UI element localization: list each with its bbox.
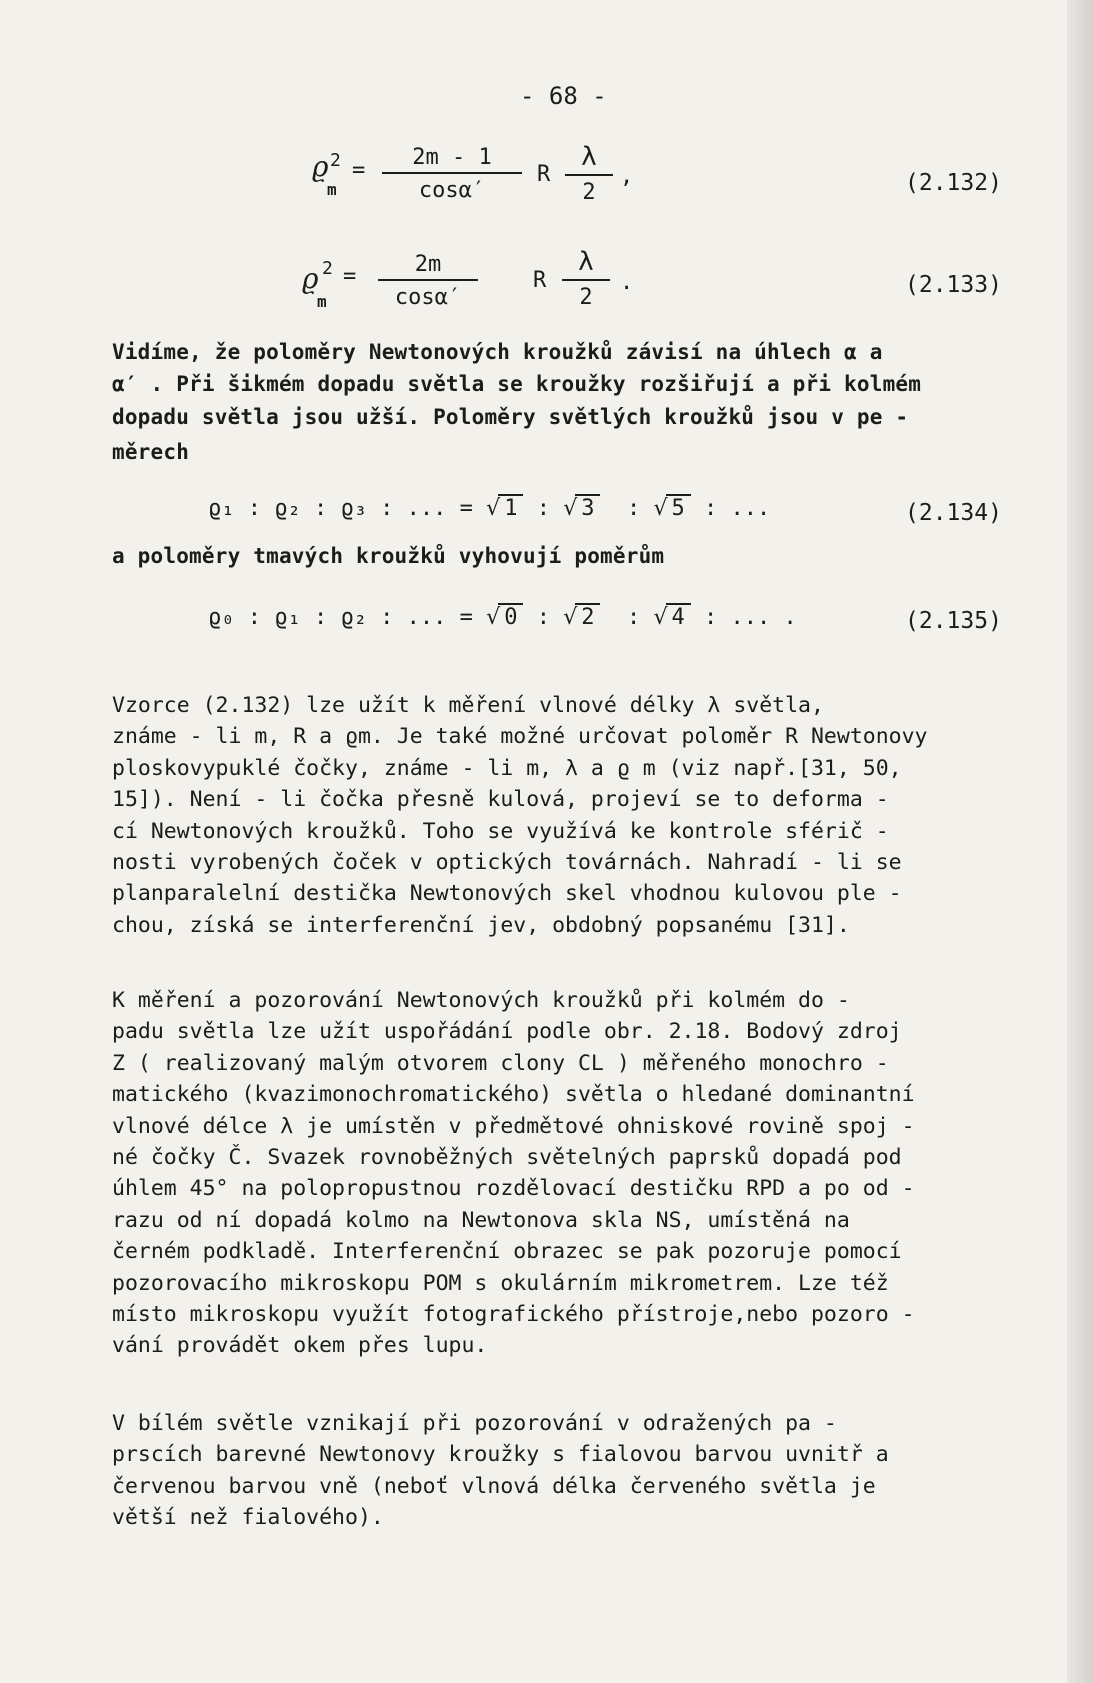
eq3-colon: : [536,496,550,521]
sqrt-icon: √ [653,496,668,521]
text2-line: a poloměry tmavých kroužků vyhovují poměrům [112,544,665,568]
paragraph-line: známe - li m, R a ϱm. Je také možné určovat poloměr R Newtonovy [112,724,928,750]
eq2-fraction-lambda [562,247,610,310]
paragraph-line: místo mikroskopu využít fotografického přístroje,nebo pozoro - [112,1302,915,1328]
eq1-number: (2.132) [905,170,1002,196]
text1-line: dopadu světla jsou užší. Poloměry světlých kroužků jsou v pe - [112,405,909,429]
eq2-denominator: cosα′ [394,285,462,310]
eq1-sub: m [327,180,337,199]
equation-2-135 [208,603,797,630]
eq2-rho: ϱ [302,262,319,295]
eq4-root-3: 4 [666,603,691,630]
eq4-tail: : ... . [704,605,797,630]
paragraph-line: padu světla lze užít uspořádání podle obr. 2.18. Bodový zdroj [112,1019,902,1045]
eq2-period: . [620,270,634,295]
paragraph-line: cí Newtonových kroužků. Toho se využívá ke kontrole sférič - [112,818,889,844]
paragraph-3 [112,1408,1032,1534]
eq2-r: R [533,268,547,293]
paragraph-1 [112,690,1032,941]
eq1-fraction-lambda [565,142,613,205]
paragraph-line: V bílém světle vznikají při pozorování v odražených pa - [112,1411,837,1436]
eq2-sub: m [317,292,327,311]
eq4-number: (2.135) [905,608,1002,634]
eq4-colon: : [536,605,550,630]
paragraph-line: né čočky Č. Svazek rovnoběžných světelných paprsků dopadá pod [112,1145,902,1171]
paragraph-line: razu od ní dopadá kolmo na Newtonova skla NS, umístěná na [112,1207,850,1233]
eq1-lambda: λ [565,142,613,176]
eq4-root-2: 2 [575,603,600,630]
paragraph-line: ploskovypuklé čočky, známe - li m, λ a ϱ m (viz např.[31, 50, [112,755,902,781]
paragraph-line: vání provádět okem přes lupu. [112,1333,488,1359]
page-number: - 68 - [520,82,607,110]
paragraph-line: Vzorce (2.132) lze užít k měření vlnové délky λ světla, [112,693,824,718]
sqrt-icon: √ [486,605,501,630]
paragraph-line: prscích barevné Newtonovy kroužky s fialovou barvou uvnitř a [112,1442,889,1468]
paragraph-line: větší než fialového). [112,1505,384,1531]
paragraph-line: nosti vyrobených čoček v optických továrnách. Nahradí - li se [112,850,902,876]
equation-2-134 [208,494,770,521]
eq1-equals: = [352,158,366,183]
eq2-two: 2 [579,285,593,310]
eq3-root-2: 3 [575,494,600,521]
paragraph-line: matického (kvazimonochromatického) světla o hledané dominantní [112,1082,915,1108]
eq3-root-3: 5 [666,494,691,521]
paragraph-line: chou, získá se interferenční jev, obdobný popsanému [31]. [112,912,850,938]
eq2-sup: 2 [322,258,333,279]
paragraph-line: 15]). Není - li čočka přesně kulová, projeví se to deforma - [112,787,889,813]
eq4-root-1: 0 [498,603,523,630]
paragraph-line: vlnové délce λ je umístěn v předmětové ohniskové rovině spoj - [112,1113,915,1139]
text1-line: měrech [112,440,190,464]
sqrt-icon: √ [486,496,501,521]
eq1-r: R [537,162,551,187]
eq3-root-1: 1 [498,494,523,521]
page-edge-shadow [1067,0,1093,1683]
paragraph-line: Z ( realizovaný malým otvorem clony CL ) měřeného monochro - [112,1050,889,1076]
eq2-fraction [378,252,478,310]
text1-line: Vidíme, že poloměry Newtonových kroužků závisí na úhlech α a [112,340,883,364]
eq4-colon: : [613,605,641,630]
eq2-lambda: λ [562,247,610,281]
paragraph-line: planparalelní destička Newtonových skel vhodnou kulovou ple - [112,881,902,907]
eq1-numerator: 2m - 1 [382,145,522,174]
eq1-rho: ϱ [312,150,329,183]
sqrt-icon: √ [563,496,578,521]
eq1-denominator: cosα′ [418,178,486,203]
text1-line: α′ . Při šikmém dopadu světla se kroužky rozšiřují a při kolmém [112,372,922,396]
eq3-tail: : ... [704,496,771,521]
eq3-colon: : [613,496,641,521]
eq2-equals: = [343,264,357,289]
sqrt-icon: √ [563,605,578,630]
eq1-sup: 2 [330,150,341,171]
paragraph-line: pozorovacího mikroskopu POM s okulárním mikrometrem. Lze též [112,1270,889,1296]
eq2-number: (2.133) [905,272,1002,298]
eq3-number: (2.134) [905,500,1002,526]
eq1-two: 2 [582,180,596,205]
eq1-fraction [382,145,522,203]
paragraph-line: K měření a pozorování Newtonových kroužků při kolmém do - [112,988,850,1013]
paragraph-line: červenou barvou vně (neboť vlnová délka červeného světla je [112,1473,876,1499]
eq4-lhs: ϱ₀ : ϱ₁ : ϱ₂ : ... = [208,605,473,630]
paragraph-line: úhlem 45° na polopropustnou rozdělovací destičku RPD a po od - [112,1176,915,1202]
eq3-lhs: ϱ₁ : ϱ₂ : ϱ₃ : ... = [208,496,473,521]
paragraph-2 [112,985,1032,1362]
sqrt-icon: √ [653,605,668,630]
paragraph-line: černém podkladě. Interferenční obrazec se pak pozoruje pomocí [112,1239,902,1265]
eq1-comma: , [620,164,634,189]
eq2-numerator: 2m [378,252,478,281]
